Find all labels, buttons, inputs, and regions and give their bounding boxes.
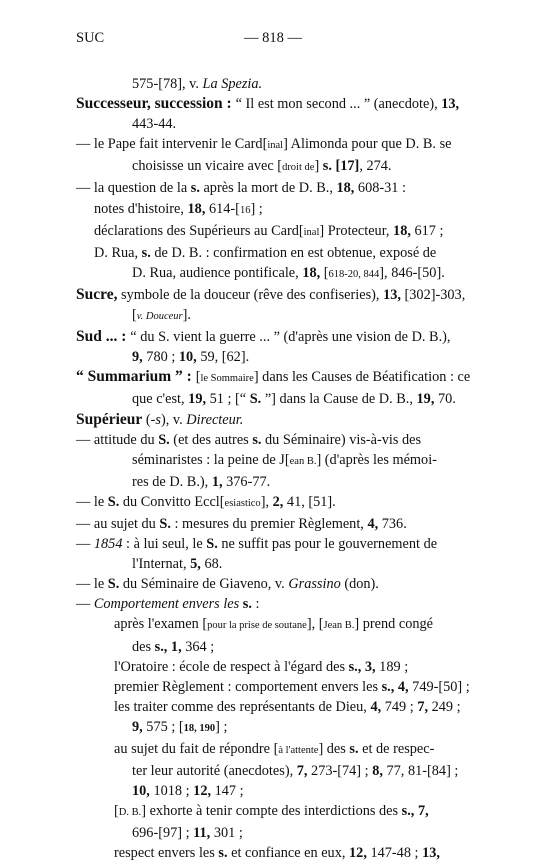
headword: Sucre, xyxy=(76,285,118,303)
index-entry-sucre: Sucre, symbole de la douceur (rêve des confiseries), 13, [302]-303, xyxy=(76,285,466,303)
index-line: des s., 1, 364 ; xyxy=(132,638,215,655)
index-line: — la question de la s. après la mort de D. B., 18, 608-31 : xyxy=(76,180,406,197)
index-line: D. Rua, audience pontificale, 18, [618-20, 844], 846-[50]. xyxy=(132,264,445,281)
index-entry-sud: Sud ... : “ du S. vient la guerre ... ” (d'après une vision de D. B.), xyxy=(76,328,451,346)
index-line: 575-[78], v. La Spezia. xyxy=(132,76,263,92)
index-line: séminaristes : la peine de J[ean B.] (d'après les mémoi- xyxy=(132,451,437,468)
index-line: après l'examen [pour la prise de soutane], [Jean B.] prend congé xyxy=(114,616,434,633)
running-header xyxy=(0,28,540,50)
headword: Supérieur xyxy=(76,410,143,428)
index-entry-successeur: Successeur, succession : “ Il est mon second ... ” (anecdote), 13, xyxy=(76,95,460,113)
index-line: ter leur autorité (anecdotes), 7, 273-[74] ; 8, 77, 81-[84] ; xyxy=(132,763,459,780)
index-line: D. Rua, s. de D. B. : confirmation en est obtenue, exposé de xyxy=(94,244,437,261)
headword: Sud ... : xyxy=(76,328,131,346)
index-line: 443-44. xyxy=(132,116,177,133)
page-number: — 818 — xyxy=(244,30,302,46)
index-entries xyxy=(76,74,471,864)
index-line: 9, 575 ; [18, 190] ; xyxy=(132,718,228,735)
index-line: l'Oratoire : école de respect à l'égard des s., 3, 189 ; xyxy=(114,658,409,675)
index-line: res de D. B.), 1, 376-77. xyxy=(132,473,271,490)
index-line: — 1854 : à lui seul, le S. ne suffit pas pour le gouvernement de xyxy=(76,536,438,553)
index-line: déclarations des Supérieurs au Card[inal] Protecteur, 18, 617 ; xyxy=(94,222,444,239)
index-line: les traiter comme des représentants de Dieu, 4, 749 ; 7, 249 ; xyxy=(114,698,461,715)
index-line: — au sujet du S. : mesures du premier Règlement, 4, 736. xyxy=(76,515,407,532)
index-line: notes d'histoire, 18, 614-[16] ; xyxy=(94,200,263,217)
index-line: 9, 780 ; 10, 59, [62]. xyxy=(132,349,250,366)
index-line: 10, 1018 ; 12, 147 ; xyxy=(132,783,244,800)
index-line: premier Règlement : comportement envers les s., 4, 749-[50] ; xyxy=(114,678,470,695)
index-line: l'Internat, 5, 68. xyxy=(132,556,223,573)
index-entry-superieur: Supérieur (-s), v. Directeur. xyxy=(76,410,244,428)
headword: Successeur, succession : xyxy=(76,95,236,113)
index-line: [D. B.] exhorte à tenir compte des interdictions des s., 7, xyxy=(114,803,429,820)
index-line: que c'est, 19, 51 ; [“ S. ”] dans la Cause de D. B., 19, 70. xyxy=(132,391,456,408)
index-line: — le Pape fait intervenir le Card[inal] Alimonda pour que D. B. se xyxy=(76,136,452,153)
headword: “ Summarium ” : xyxy=(76,368,196,386)
header-section-label: SUC xyxy=(76,30,105,46)
index-line: 696-[97] ; 11, 301 ; xyxy=(132,825,243,842)
index-line: — attitude du S. (et des autres s. du Séminaire) vis-à-vis des xyxy=(76,431,422,448)
index-entry-summarium: “ Summarium ” : [le Sommaire] dans les Causes de Béatification : ce xyxy=(76,368,471,386)
index-line: — le S. du Convitto Eccl[esiastico], 2, 41, [51]. xyxy=(76,493,336,510)
index-line: [v. Douceur]. xyxy=(132,307,191,324)
index-line: — Comportement envers les s. : xyxy=(76,596,260,613)
index-line: — le S. du Séminaire de Giaveno, v. Grassino (don). xyxy=(76,576,379,593)
index-line: au sujet du fait de répondre [à l'attente] des s. et de respec- xyxy=(114,741,435,757)
index-line: respect envers les s. et confiance en eux, 12, 147-48 ; 13, xyxy=(114,845,440,862)
index-line: choisisse un vicaire avec [droit de] s. [17], 274. xyxy=(132,158,392,175)
